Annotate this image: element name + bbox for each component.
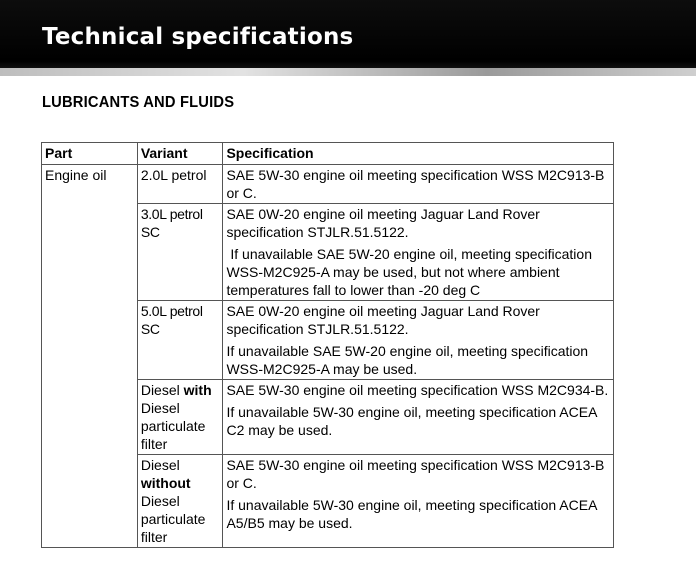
variant-label-suffix: Diesel particulate filter [140, 400, 206, 452]
specification-text: SAE 5W-30 engine oil meeting specification WSS M2C913-B or C. [226, 457, 605, 491]
variant-label-suffix: Diesel particulate filter [140, 493, 206, 545]
specification-text: SAE 0W-20 engine oil meeting Jaguar Land Rover specification STJLR.51.5122. [226, 303, 540, 337]
column-header-part: Part [42, 143, 138, 165]
column-header-specification: Specification [223, 143, 614, 165]
specification-cell [223, 455, 614, 548]
variant-cell [137, 380, 223, 455]
specification-alternative-text: If unavailable SAE 5W-20 engine oil, meeting specification WSS-M2C925-A may be used, but not where ambient temperatures fall to lower than -20 deg C [226, 246, 596, 298]
specification-alternative-text: If unavailable 5W-30 engine oil, meeting specification ACEA A5/B5 may be used. [226, 497, 597, 531]
specification-text: SAE 0W-20 engine oil meeting Jaguar Land Rover specification STJLR.51.5122. [226, 206, 540, 240]
variant-label: 3.0L petrol SC [140, 206, 203, 240]
variant-label-prefix: Diesel [140, 457, 180, 473]
section-heading: LUBRICANTS AND FLUIDS [42, 94, 235, 111]
variant-label: 2.0L petrol [140, 167, 207, 183]
specification-text: SAE 5W-30 engine oil meeting specification WSS M2C913-B or C. [226, 167, 605, 201]
variant-cell [137, 301, 223, 380]
variant-cell [137, 204, 223, 301]
part-cell: Engine oil [42, 165, 138, 548]
table-header-row [42, 143, 614, 165]
specification-cell [223, 380, 614, 455]
variant-cell [137, 165, 223, 204]
specification-alternative-text: If unavailable SAE 5W-20 engine oil, meeting specification WSS-M2C925-A may be used. [226, 343, 589, 377]
page-title: Technical specifications [42, 24, 354, 50]
variant-label: 5.0L petrol SC [140, 303, 203, 337]
specification-cell [223, 204, 614, 301]
header-divider [0, 68, 696, 76]
lubricants-table [41, 142, 614, 548]
specification-cell [223, 165, 614, 204]
column-header-variant: Variant [137, 143, 223, 165]
specification-cell [223, 301, 614, 380]
variant-cell [137, 455, 223, 548]
specification-text: SAE 5W-30 engine oil meeting specification WSS M2C934-B. [226, 382, 609, 398]
table-row [42, 165, 614, 204]
specification-alternative-text: If unavailable 5W-30 engine oil, meeting specification ACEA C2 may be used. [226, 404, 597, 438]
variant-label-emphasis: without [140, 475, 191, 491]
variant-label-emphasis: with [183, 382, 212, 398]
variant-label-prefix: Diesel [140, 382, 184, 398]
